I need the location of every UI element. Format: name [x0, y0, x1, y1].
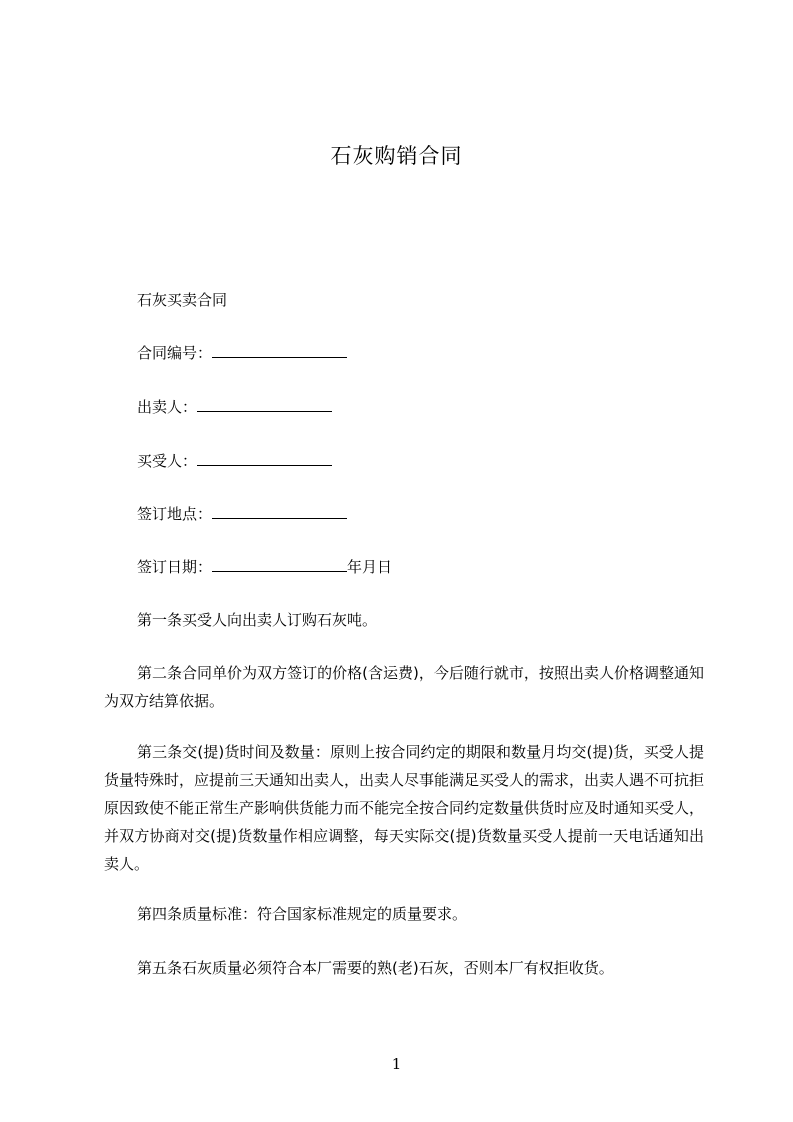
contract-number-label: 合同编号：: [137, 344, 213, 362]
signing-place-label: 签订地点：: [137, 505, 213, 523]
clause-2: 第二条合同单价为双方签订的价格(含运费)，今后随行就市，按照出卖人价格调整通知为双方结算依据。: [104, 664, 704, 710]
signing-place-blank: [212, 504, 347, 519]
contract-number-blank: [212, 343, 347, 358]
clause-5: 第五条石灰质量必须符合本厂需要的熟(老)石灰，否则本厂有权拒收货。: [137, 959, 614, 977]
seller-line: [137, 397, 332, 417]
buyer-blank: [197, 451, 332, 466]
subtitle: 石灰买卖合同: [137, 291, 228, 309]
signing-date-line: [137, 557, 392, 577]
signing-place-line: [137, 504, 347, 524]
clause-1: 第一条买受人向出卖人订购石灰吨。: [137, 611, 378, 629]
seller-label: 出卖人：: [137, 398, 198, 416]
page-number: 1: [391, 1055, 402, 1073]
clause-3: 第三条交(提)货时间及数量：原则上按合同约定的期限和数量月均交(提)货，买受人提货量特殊时，应提前三天通知出卖人，出卖人尽事能满足买受人的需求，出卖人遇不可抗拒原因致使不能正常生产影响供货能力而不能完全按合同约定数量供货时应及时通知买受人，并双方协商对交(提)货数量作相应调整，每天实际交(提)货数量买受人提前一天电话通知出卖人。: [104, 743, 705, 873]
signing-date-label: 签订日期：: [137, 558, 213, 576]
signing-date-suffix: 年月日: [347, 558, 393, 576]
contract-number-line: [137, 343, 347, 363]
seller-blank: [197, 397, 332, 412]
signing-date-blank: [212, 557, 347, 572]
buyer-label: 买受人：: [137, 452, 198, 470]
clause-4: 第四条质量标准：符合国家标准规定的质量要求。: [137, 905, 468, 923]
document-title: 石灰购销合同: [330, 144, 463, 168]
buyer-line: [137, 451, 332, 471]
